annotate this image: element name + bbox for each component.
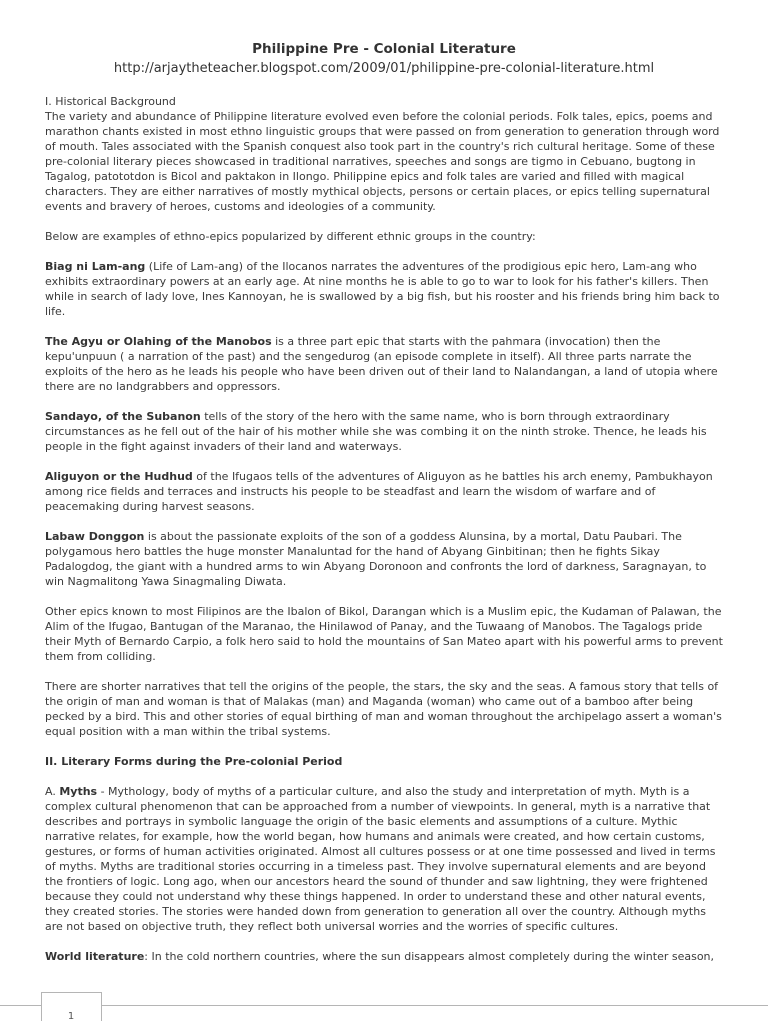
document-title: Philippine Pre - Colonial Literature [252, 41, 516, 57]
examples-intro: Below are examples of ethno-epics popularized by different ethnic groups in the country: [45, 230, 536, 243]
section-heading-historical: I. Historical Background [45, 95, 176, 108]
epic-text: (Life of Lam-ang) of the Ilocanos narrates the adventures of the prodigious epic hero, Lam-ang who exhibits extraordinary powers at an early age. At nine months he is able to go to war to look for his father's killers. Then while in search of lady love, Ines Kannoyan, he is swallowed by a big fish, but his rooster and his friends bring him back to life. [45, 260, 720, 318]
epic-name: The Agyu or Olahing of the Manobos [45, 335, 272, 348]
epic-text: of the Ifugaos tells of the adventures of Aliguyon as he battles his arch enemy, Pambukhayon among rice fields and terraces and instructs his people to be steadfast and learn the wisdom of warfare and of peacemaking during harvest seasons. [45, 470, 713, 513]
world-literature-paragraph: World literature: In the cold northern countries, where the sun disappears almost completely during the winter season, [45, 950, 715, 963]
myths-paragraph: A. Myths - Mythology, body of myths of a particular culture, and also the study and interpretation of myth. Myth is a complex cultural phenomenon that can be approached from a number of viewpoints. In general, myth is a narrative that describes and portrays in symbolic language the origin of the basic elements and assumptions of a culture. Mythic narrative relates, for example, how the world began, how humans and animals were created, and how certain customs, gestures, or forms of human activities originated. Almost all cultures possess or at one time possessed and lived in terms of myths. Myths are traditional stories occurring in a timeless past. They involve supernatural elements and are beyond the frontiers of logic. Long ago, when our ancestors heard the sound of thunder and saw lightning, they were frightened because they could not understand why these things happened. In order to understand these and other natural events, they created stories. The stories were handed down from generation to generation all over the country. Although myths are not based on objective truth, they reflect both universal worries and the worries of specific cultures. [45, 785, 716, 933]
intro-paragraph: The variety and abundance of Philippine literature evolved even before the colonial periods. Folk tales, epics, poems and marathon chants existed in most ethno linguistic groups that were passed on from generation to generation through word of mouth. Tales associated with the Spanish conquest also took part in the country's rich cultural heritage. Some of these pre-colonial literary pieces showcased in traditional narratives, speeches and songs are tigmo in Cebuano, bugtong in Tagalog, patototdon is Bicol and paktakon in Ilongo. Philippine epics and folk tales are varied and filled with magical characters. They are either narratives of mostly mythical objects, persons or certain places, or epics telling supernatural events and bravery of heroes, customs and ideologies of a community. [45, 110, 720, 213]
footer-divider [0, 1005, 768, 1006]
myths-term: Myths [59, 785, 98, 798]
epic-name: Labaw Donggon [45, 530, 145, 543]
epic-paragraph-aliguyon [45, 469, 725, 514]
epic-text: is a three part epic that starts with the pahmara (invocation) then the kepu'unpuun ( a narration of the past) and the sengedurog (an episode complete in itself). All three parts narrate the exploits of the hero as he leads his people who have been driven out of their land to Nalandangan, a land of utopia where there are no landgrabbers and oppressors. [45, 335, 718, 393]
source-url: http://arjaytheteacher.blogspot.com/2009/01/philippine-pre-colonial-literature.html [113, 61, 655, 76]
epic-paragraph-labaw-donggon [45, 529, 725, 589]
document-body [45, 94, 725, 964]
shorter-narratives-paragraph: There are shorter narratives that tell the origins of the people, the stars, the sky and the seas. A famous story that tells of the origin of man and woman is that of Malakas (man) and Maganda (woman) who came out of a bamboo after being pecked by a bird. This and other stories of equal birthing of man and woman throughout the archipelago assert a woman's equal position with a man within the tribal systems. [45, 680, 722, 738]
world-literature-term: World literature [45, 950, 145, 963]
epic-text: is about the passionate exploits of the son of a goddess Alunsina, by a mortal, Datu Paubari. The polygamous hero battles the huge monster Manaluntad for the hand of Abyang Ginbitinan; then he fights Sikay Padalogdog, the giant with a hundred arms to win Abyang Doronoon and confronts the lord of darkness, Saragnayan, to win Nagmalitong Yawa Sinagmaling Diwata. [45, 530, 707, 588]
epic-name: Biag ni Lam-ang [45, 260, 146, 273]
epic-name: Sandayo, of the Subanon [45, 410, 201, 423]
epic-name: Aliguyon or the Hudhud [45, 470, 193, 483]
epic-text: tells of the story of the hero with the same name, who is born through extraordinary circumstances as he fell out of the hair of his mother while she was combing it on the ninth stroke. Thence, he leads his people in the fight against invaders of their land and waterways. [45, 410, 707, 453]
other-epics-paragraph: Other epics known to most Filipinos are the Ibalon of Bikol, Darangan which is a Muslim epic, the Kudaman of Palawan, the Alim of the Ifugao, Bantugan of the Maranao, the Hinilawod of Panay, and the Tuwaang of Manobos. The Tagalogs pride their Myth of Bernardo Carpio, a folk hero said to hold the mountains of San Mateo apart with his powerful arms to prevent them from colliding. [45, 605, 723, 663]
section-heading-literary-forms: II. Literary Forms during the Pre-colonial Period [45, 755, 343, 768]
page-number: 1 [67, 1011, 75, 1022]
epic-paragraph-lam-ang [45, 259, 725, 319]
epic-paragraph-sandayo [45, 409, 725, 454]
epic-paragraph-agyu [45, 334, 725, 394]
